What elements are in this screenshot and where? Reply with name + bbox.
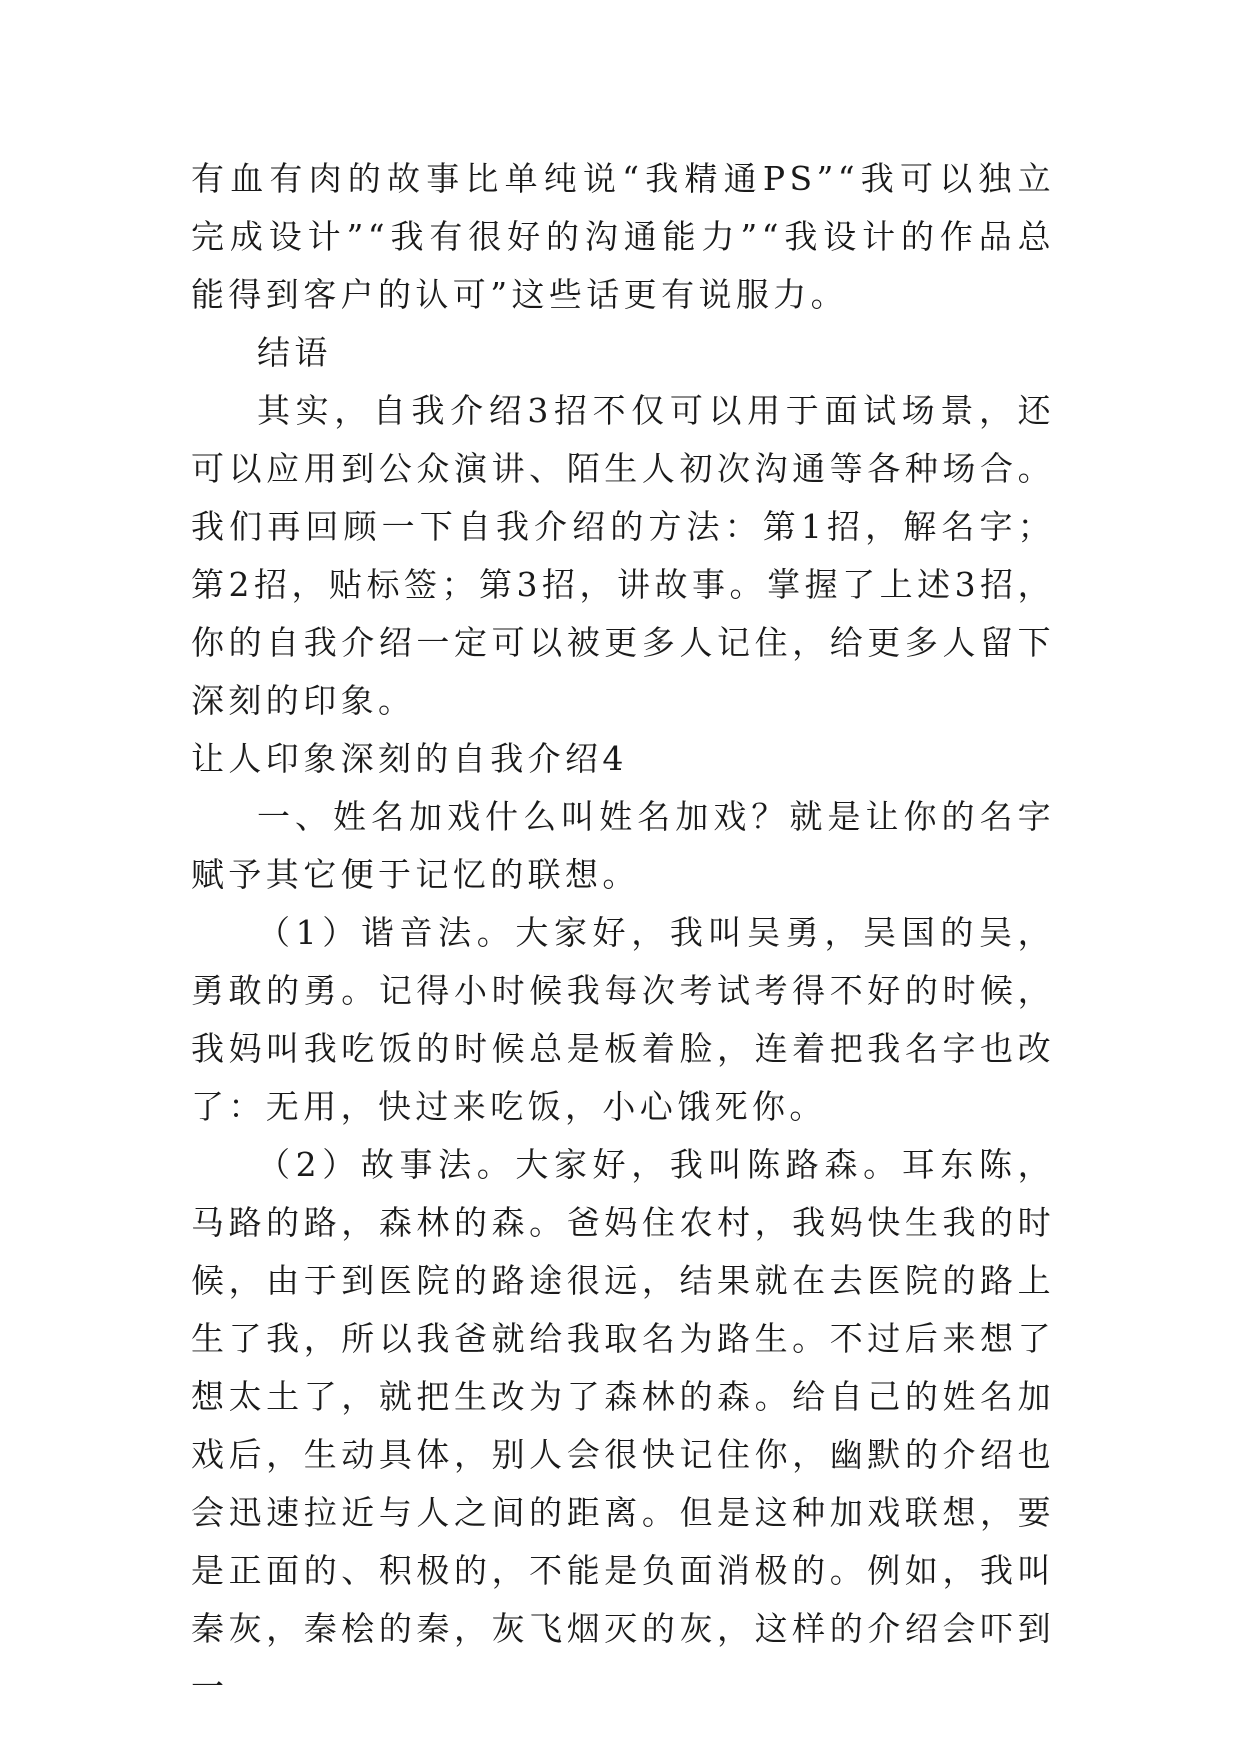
article-title: 让人印象深刻的自我介绍4 bbox=[191, 739, 628, 778]
paragraph-name-play: 一、姓名加戏什么叫姓名加戏？就是让你的名字赋予其它便于记忆的联想。 bbox=[191, 797, 1055, 894]
section-heading-conclusion: 结语 bbox=[257, 333, 332, 372]
paragraph-homophone-method: （1）谐音法。大家好，我叫吴勇，吴国的吴，勇敢的勇。记得小时候我每次考试考得不好的时候，我妈叫我吃饭的时候总是板着脸，连着把我名字也改了：无用，快过来吃饭，小心饿死你。 bbox=[191, 913, 1055, 1126]
paragraph-story-conclusion: 有血有肉的故事比单纯说“我精通PS”“我可以独立完成设计”“我有很好的沟通能力”“我设计的作品总能得到客户的认可”这些话更有说服力。 bbox=[191, 159, 1055, 314]
paragraph-story-method: （2）故事法。大家好，我叫陈路森。耳东陈，马路的路，森林的森。爸妈住农村，我妈快生我的时候，由于到医院的路途很远，结果就在去医院的路上生了我，所以我爸就给我取名为路生。不过后来想了想太土了，就把生改为了森林的森。给自己的姓名加戏后，生动具体，别人会很快记住你，幽默的介绍也会迅速拉近与人之间的距离。但是这种加戏联想，要是正面的、积极的，不能是负面消极的。例如，我叫秦灰，秦桧的秦，灰飞烟灭的灰，这样的介绍会吓到一 bbox=[191, 1145, 1055, 1706]
document-body bbox=[191, 150, 1055, 1716]
paragraph-conclusion: 其实，自我介绍3招不仅可以用于面试场景，还可以应用到公众演讲、陌生人初次沟通等各种场合。我们再回顾一下自我介绍的方法：第1招，解名字；第2招，贴标签；第3招，讲故事。掌握了上述3招，你的自我介绍一定可以被更多人记住，给更多人留下深刻的印象。 bbox=[191, 391, 1055, 720]
